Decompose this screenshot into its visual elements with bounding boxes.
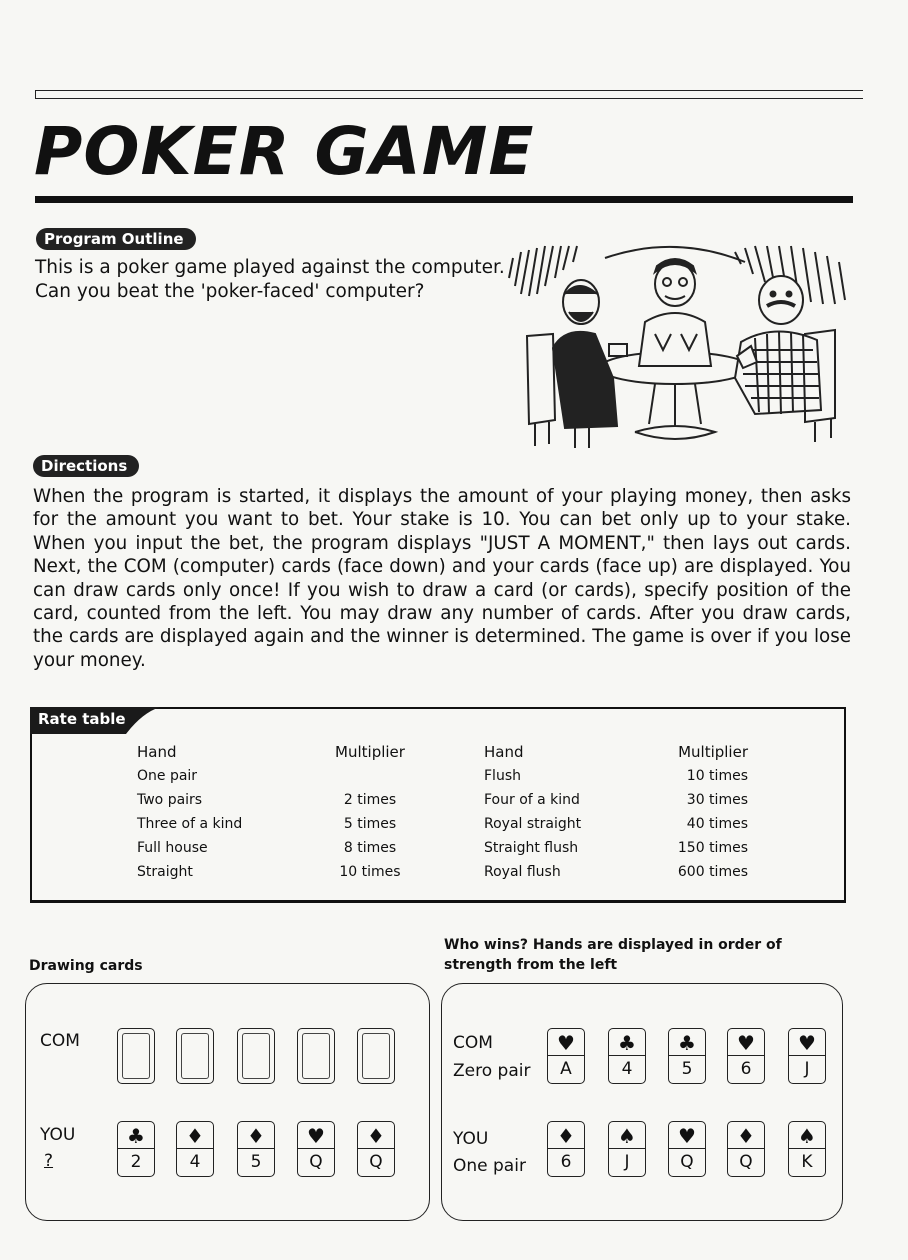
rate-hand: Royal straight [484,816,582,832]
suit-icon: ♥ [298,1122,334,1149]
card-rank: Q [369,1152,383,1172]
card-rank: 6 [560,1152,572,1172]
directions-text: When the program is started, it displays the amount of your playing money, then asks for the amount you want to bet. Your stake is 10. You can bet only up to your stake. When you input the bet, the program displays "JUST A MOMENT," then lays out cards. Next, the COM (computer) cards (face down) and your cards (face up) are displayed. You can draw cards only once! If you wish to draw a card (or cards), specify position of the card, counted from the left. You may draw any number of cards. After you draw cards, the cards are displayed again and the winner is determined. The game is over if you lose your money. [33,486,851,671]
directions-heading: Directions [33,455,139,477]
rate-table-label [30,707,160,734]
playing-card [727,1121,765,1177]
who-wins-caption-2: strength from the left [444,957,618,973]
playing-card [547,1121,585,1177]
suit-icon: ♦ [177,1122,213,1149]
suit-icon: ♦ [358,1122,394,1149]
card-rank: K [801,1152,813,1172]
card-rank: 5 [681,1059,693,1079]
rate-hand: Full house [137,840,208,856]
playing-card [668,1121,706,1177]
suit-icon: ♠ [789,1122,825,1149]
program-outline-heading: Program Outline [36,228,196,250]
card-rank: A [560,1059,572,1079]
rate-multiplier: 40 times [686,816,748,832]
card-rank: 4 [621,1059,633,1079]
suit-icon: ♥ [728,1029,764,1056]
face-down-card [297,1028,335,1084]
face-down-card [237,1028,275,1084]
card-rank: 6 [740,1059,752,1079]
draw-prompt[interactable]: ? [44,1151,54,1171]
col-header-multiplier: Multiplier [335,743,405,761]
drawing-you-label: YOU [40,1125,76,1145]
rate-table-label-text: Rate table [38,710,126,728]
card-rank: J [804,1059,810,1079]
rate-left-multipliers [322,740,418,884]
suit-icon: ♦ [238,1122,274,1149]
playing-card [788,1121,826,1177]
rate-hand: Flush [484,768,521,784]
drawing-cards-panel [25,983,430,1221]
card-rank: 4 [189,1152,201,1172]
rate-hand: Straight [137,864,193,880]
who-wins-caption-1: Who wins? Hands are displayed in order of [444,937,782,953]
playing-card [176,1121,214,1177]
playing-card [117,1121,155,1177]
suit-icon: ♠ [609,1122,645,1149]
suit-icon: ♣ [118,1122,154,1149]
suit-icon: ♥ [669,1122,705,1149]
drawing-com-label: COM [40,1031,80,1051]
rate-left-hands [137,740,242,884]
suit-icon: ♣ [609,1029,645,1056]
suit-icon: ♥ [789,1029,825,1056]
card-rank: Q [309,1152,323,1172]
col-header-multiplier: Multiplier [678,743,748,761]
rate-right-multipliers [652,740,748,884]
rate-multiplier: 8 times [343,840,397,856]
rate-multiplier: 10 times [686,768,748,784]
playing-card [727,1028,765,1084]
who-wins-you-label: YOU [453,1129,489,1149]
rate-multiplier [322,764,418,788]
rate-hand: One pair [137,768,198,784]
card-rank: J [624,1152,630,1172]
card-rank: 2 [130,1152,142,1172]
playing-card [237,1121,275,1177]
suit-icon: ♦ [548,1122,584,1149]
page-title: POKER GAME [34,113,535,190]
face-down-card [357,1028,395,1084]
card-rank: 5 [250,1152,262,1172]
program-outline-text: This is a poker game played against the computer. Can you beat the 'poker-faced' computer? [35,257,505,302]
poker-players-illustration [505,238,850,453]
rate-multiplier: 30 times [686,792,748,808]
rate-hand: Straight flush [484,840,579,856]
drawing-cards-caption: Drawing cards [29,958,143,974]
suit-icon: ♦ [728,1122,764,1149]
playing-card [608,1028,646,1084]
rate-multiplier: 5 times [343,816,397,832]
playing-card [608,1121,646,1177]
playing-card [668,1028,706,1084]
com-hand-name: Zero pair [453,1061,531,1081]
rate-multiplier: 2 times [343,792,397,808]
top-rule [35,90,863,99]
rate-hand: Royal flush [484,864,561,880]
playing-card [297,1121,335,1177]
who-wins-panel [441,983,843,1221]
rate-hand: Three of a kind [137,816,243,832]
rate-multiplier: 600 times [677,864,748,880]
card-rank: Q [739,1152,753,1172]
who-wins-com-label: COM [453,1033,493,1053]
suit-icon: ♣ [669,1029,705,1056]
title-underline [35,196,853,203]
face-down-card [176,1028,214,1084]
rate-hand: Two pairs [137,792,203,808]
playing-card [357,1121,395,1177]
rate-right-hands [484,740,581,884]
suit-icon: ♥ [548,1029,584,1056]
col-header-hand: Hand [137,743,177,761]
rate-multiplier: 150 times [677,840,748,856]
card-rank: Q [680,1152,694,1172]
playing-card [788,1028,826,1084]
face-down-card [117,1028,155,1084]
col-header-hand: Hand [484,743,524,761]
rate-hand: Four of a kind [484,792,580,808]
playing-card [547,1028,585,1084]
rate-multiplier: 10 times [339,864,401,880]
you-hand-name: One pair [453,1156,526,1176]
